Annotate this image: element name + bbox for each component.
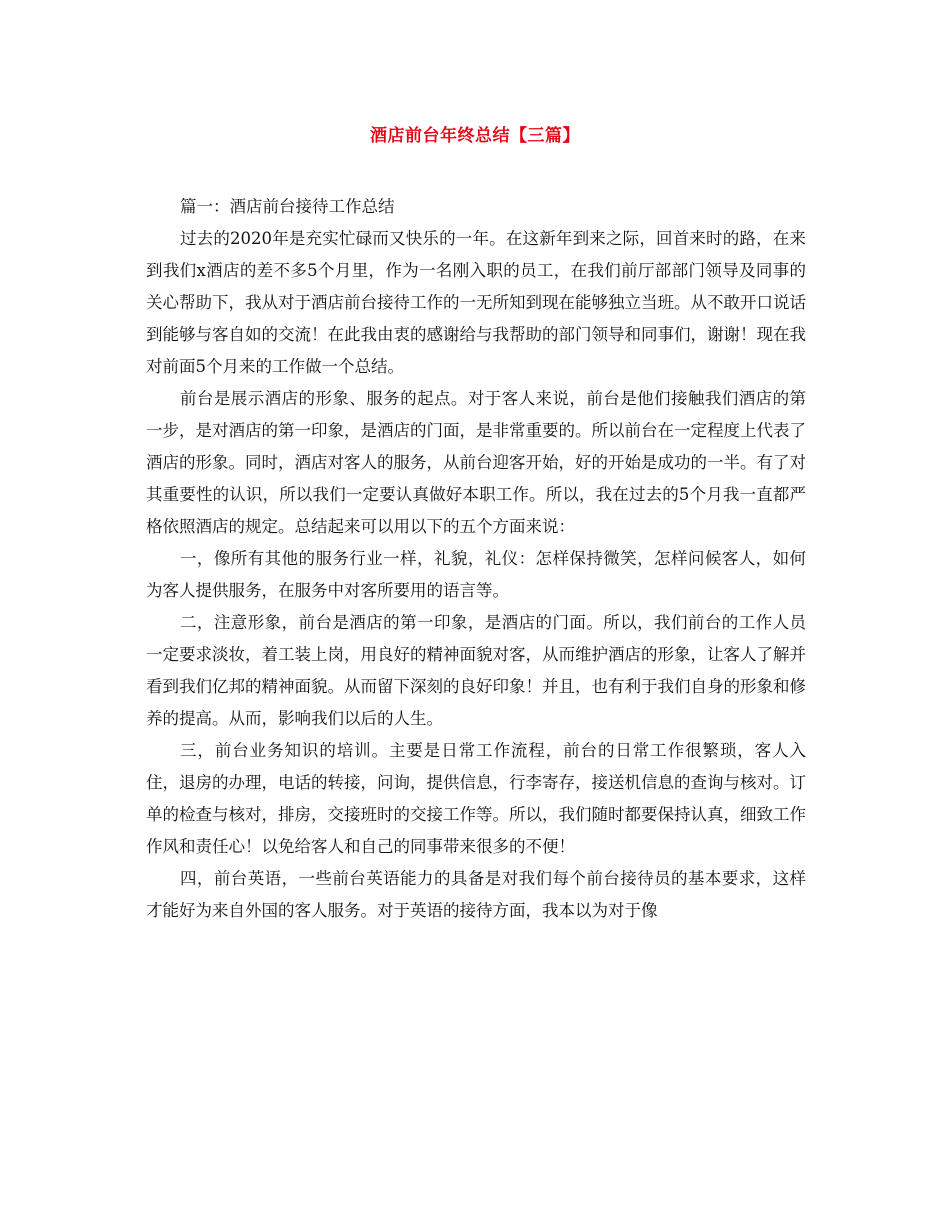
paragraph: 过去的2020年是充实忙碌而又快乐的一年。在这新年到来之际，回首来时的路，在来到我们x酒店的差不多5个月里，作为一名刚入职的员工，在我们前厅部部门领导及同事的关心帮助下，我从对于酒店前台接待工作的一无所知到现在能够独立当班。从不敢开口说话到能够与客自如的交流！在此我由衷的感谢给与我帮助的部门领导和同事们，谢谢！现在我对前面5个月来的工作做一个总结。 — [146, 229, 806, 376]
document-body — [146, 191, 806, 927]
document-title: 酒店前台年终总结【三篇】 — [370, 126, 580, 146]
section-heading: 篇一：酒店前台接待工作总结 — [180, 197, 395, 216]
paragraph: 三，前台业务知识的培训。主要是日常工作流程，前台的日常工作很繁琐，客人入住，退房的办理，电话的转接，问询，提供信息，行李寄存，接送机信息的查询与核对。订单的检查与核对，排房，交接班时的交接工作等。所以，我们随时都要保持认真，细致工作作风和责任心！以免给客人和自己的同事带来很多的不便！ — [146, 741, 806, 856]
paragraph: 一，像所有其他的服务行业一样，礼貌，礼仪：怎样保持微笑，怎样问候客人，如何为客人提供服务，在服务中对客所要用的语言等。 — [146, 549, 806, 600]
paragraph: 前台是展示酒店的形象、服务的起点。对于客人来说，前台是他们接触我们酒店的第一步，是对酒店的第一印象，是酒店的门面，是非常重要的。所以前台在一定程度上代表了酒店的形象。同时，酒店对客人的服务，从前台迎客开始，好的开始是成功的一半。有了对其重要性的认识，所以我们一定要认真做好本职工作。所以，我在过去的5个月我一直都严格依照酒店的规定。总结起来可以用以下的五个方面来说： — [146, 389, 806, 536]
paragraph: 二，注意形象，前台是酒店的第一印象，是酒店的门面。所以，我们前台的工作人员一定要求淡妆，着工装上岗，用良好的精神面貌对客，从而维护酒店的形象，让客人了解并看到我们亿邦的精神面貌。从而留下深刻的良好印象！并且，也有利于我们自身的形象和修养的提高。从而，影响我们以后的人生。 — [146, 613, 806, 728]
paragraph: 四，前台英语，一些前台英语能力的具备是对我们每个前台接待员的基本要求，这样才能好为来自外国的客人服务。对于英语的接待方面，我本以为对于像 — [146, 869, 806, 920]
